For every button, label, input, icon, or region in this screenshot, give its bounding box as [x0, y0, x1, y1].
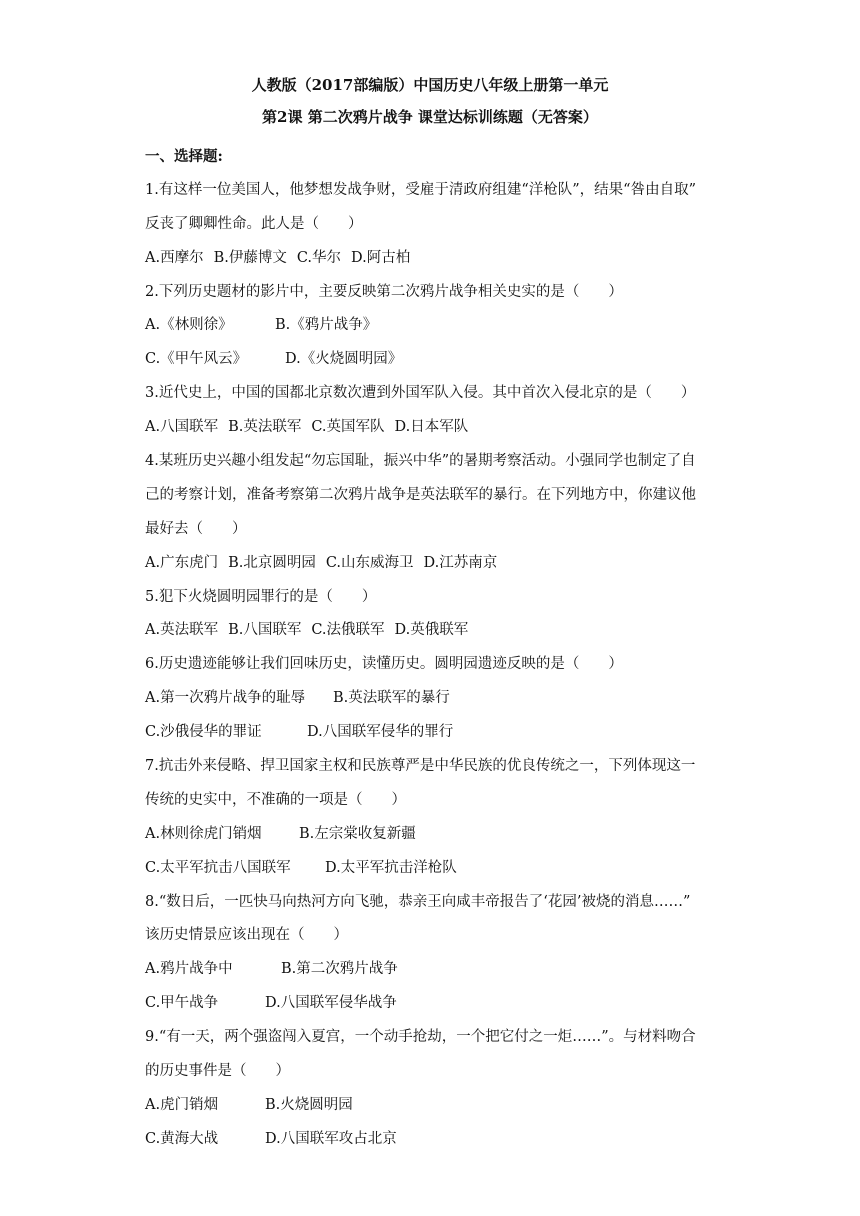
question-3-options: [145, 411, 720, 445]
question-2-options-row-1: [145, 309, 720, 343]
question-7-line-1: 7.抗击外来侵略、捍卫国家主权和民族尊严是中华民族的优良传统之一，下列体现这一: [145, 758, 696, 775]
question-6-options-row-2: [145, 716, 720, 750]
option-b: B.伊藤博文: [213, 249, 287, 266]
question-4-line-3: 最好去（ ）: [145, 520, 247, 537]
question-8-line-2: 该历史情景应该出现在（ ）: [145, 927, 348, 944]
question-7-options-row-2: [145, 852, 720, 886]
option-b: B.英法联军的暴行: [333, 690, 450, 707]
question-8-line-1: 8.“数日后，一匹快马向热河方向飞驰，恭亲王向咸丰帝报告了‘花园’被烧的消息……”: [145, 893, 691, 910]
question-list: [145, 140, 720, 1157]
option-d: D.八国联军侵华战争: [265, 995, 397, 1012]
option-d: D.江苏南京: [423, 554, 498, 571]
question-3-line-1: 3.近代史上，中国的国都北京数次遭到外国军队入侵。其中首次入侵北京的是（ ）: [145, 385, 696, 402]
document-title: 人教版（2017部编版）中国历史八年级上册第一单元: [251, 76, 609, 94]
option-c: C.甲午战争: [145, 995, 219, 1012]
option-b: B.英法联军: [228, 419, 302, 436]
option-b: B.左宗棠收复新疆: [299, 825, 416, 842]
option-b: B.《鸦片战争》: [275, 317, 378, 334]
option-b: B.火烧圆明园: [265, 1096, 353, 1113]
question-1-options: [145, 242, 720, 276]
question-8-options-row-1: [145, 953, 720, 987]
question-4-line-1: 4.某班历史兴趣小组发起“勿忘国耻，振兴中华”的暑期考察活动。小强同学也制定了自: [145, 453, 696, 470]
question-7-options-row-1: [145, 818, 720, 852]
section-title: 一、选择题:: [145, 148, 223, 165]
option-d: D.太平军抗击洋枪队: [325, 859, 457, 876]
option-b: B.第二次鸦片战争: [281, 961, 398, 978]
option-a: A.第一次鸦片战争的耻辱: [145, 690, 306, 707]
option-c: C.黄海大战: [145, 1130, 219, 1147]
option-a: A.八国联军: [145, 419, 219, 436]
question-2-line-1: 2.下列历史题材的影片中，主要反映第二次鸦片战争相关史实的是（ ）: [145, 283, 623, 300]
question-1-line-1: 1.有这样一位美国人，他梦想发战争财，受雇于清政府组建“洋枪队”，结果“咎由自取”: [145, 181, 696, 198]
question-9-line-2: 的历史事件是（ ）: [145, 1063, 290, 1080]
option-a: A.西摩尔: [145, 249, 204, 266]
option-c: C.太平军抗击八国联军: [145, 859, 291, 876]
option-c: C.《甲午风云》: [145, 351, 248, 368]
option-c: C.英国军队: [311, 419, 385, 436]
option-a: A.《林则徐》: [145, 317, 233, 334]
option-a: A.广东虎门: [145, 554, 219, 571]
option-b: B.北京圆明园: [228, 554, 316, 571]
question-2-options-row-2: [145, 343, 720, 377]
option-a: A.英法联军: [145, 622, 219, 639]
option-c: C.法俄联军: [311, 622, 385, 639]
question-7-line-2: 传统的史实中，不准确的一项是（ ）: [145, 791, 406, 808]
question-9-options-row-1: [145, 1089, 720, 1123]
option-a: A.林则徐虎门销烟: [145, 825, 262, 842]
option-d: D.英俄联军: [394, 622, 469, 639]
question-9-options-row-2: [145, 1123, 720, 1157]
question-6-line-1: 6.历史遗迹能够让我们回味历史，读懂历史。圆明园遗迹反映的是（ ）: [145, 656, 623, 673]
document-subtitle: 第2课 第二次鸦片战争 课堂达标训练题（无答案）: [262, 108, 598, 126]
option-b: B.八国联军: [228, 622, 302, 639]
question-5-options: [145, 614, 720, 648]
option-a: A.鸦片战争中: [145, 961, 233, 978]
question-5-line-1: 5.犯下火烧圆明园罪行的是（ ）: [145, 588, 377, 605]
option-d: D.八国联军侵华的罪行: [307, 724, 454, 741]
option-d: D.《火烧圆明园》: [285, 351, 403, 368]
question-8-options-row-2: [145, 987, 720, 1021]
option-c: C.沙俄侵华的罪证: [145, 724, 262, 741]
question-4-options: [145, 547, 720, 581]
option-c: C.山东威海卫: [325, 554, 414, 571]
question-4-line-2: 己的考察计划，准备考察第二次鸦片战争是英法联军的暴行。在下列地方中，你建议他: [145, 486, 696, 503]
question-9-line-1: 9.“有一天，两个强盗闯入夏宫，一个动手抢劫，一个把它付之一炬……”。与材料吻合: [145, 1029, 696, 1046]
option-d: D.八国联军攻占北京: [265, 1130, 397, 1147]
option-d: D.日本军队: [394, 419, 469, 436]
option-c: C.华尔: [296, 249, 342, 266]
option-d: D.阿古柏: [351, 249, 411, 266]
option-a: A.虎门销烟: [145, 1096, 219, 1113]
question-1-line-2: 反丧了卿卿性命。此人是（ ）: [145, 215, 363, 232]
question-6-options-row-1: [145, 682, 720, 716]
